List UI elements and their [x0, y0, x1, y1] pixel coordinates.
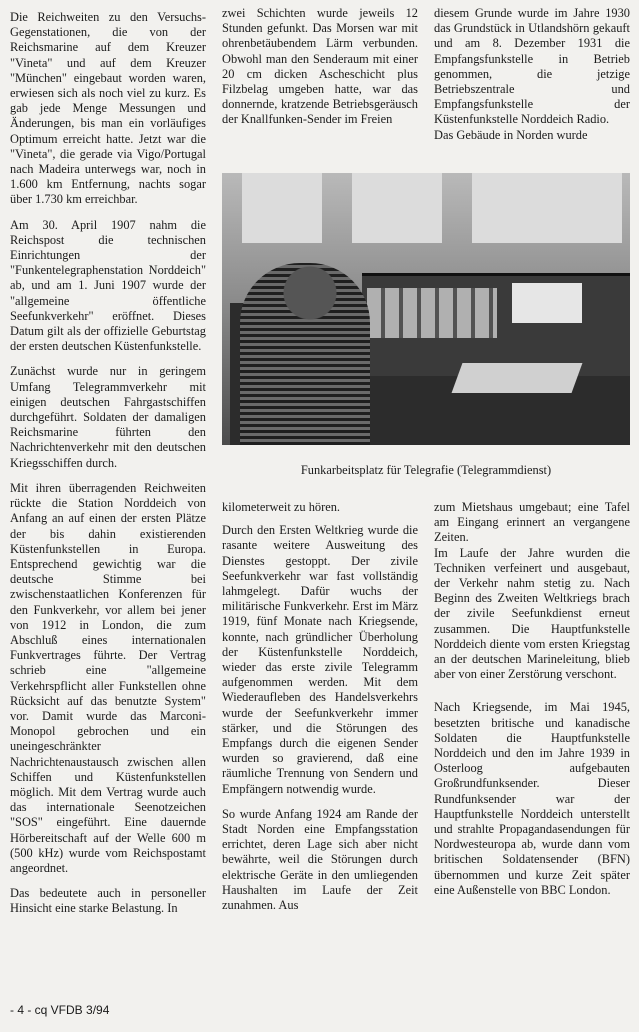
- paragraph: zwei Schichten wurde jeweils 12 Stunden gefunkt. Das Morsen war mit ohrenbetäubendem Lärm verbunden. Obwohl man den Senderaum mit einer 20 cm dicken Ascheschicht plus Filzbelag umgeben hatte, war das donnernde, kratzende Betriebsgeräusch der Knallfunken-Sender im Freien: [222, 6, 418, 127]
- page-footer: - 4 - cq VFDB 3/94: [10, 1003, 110, 1017]
- paragraph: Im Laufe der Jahre wurden die Techniken verfeinert und ausgebaut, der Verkehr nahm stetig zu. Nach Beginn des Zweiten Weltkriegs brach der zivile Seefunkdienst erneut zusammen. Die Hauptfunkstelle Norddeich diente vom ersten Kriegstag an der deutschen Marineleitung, blieb aber von einer Zerstörung verschont.: [434, 545, 630, 682]
- paragraph: diesem Grunde wurde im Jahre 1930 das Grundstück in Utlandshörn gekauft und am 8. Dezember 1931 die Empfangsfunkstelle in Betrieb genommen, die jetzige Betriebszentrale und Empfangsfunkstelle der Küstenfunkstelle Norddeich Radio.: [434, 6, 630, 127]
- paragraph: zum Mietshaus umgebaut; eine Tafel am Eingang erinnert an vergangene Zeiten.: [434, 500, 630, 545]
- paragraph: kilometerweit zu hören.: [222, 500, 341, 514]
- paragraph: Das bedeutete auch in personeller Hinsicht eine starke Belastung. In: [10, 886, 206, 916]
- paragraph: Das Gebäude in Norden wurde: [434, 127, 588, 142]
- photo-radio-workstation: [222, 173, 630, 445]
- text-column-3-top: [434, 6, 630, 153]
- text-column-2-bottom: [222, 500, 418, 923]
- paragraph: Durch den Ersten Weltkrieg wurde die rasante weitere Ausweitung des Dienstes gestoppt. Der zivile Seefunkverkehr war fast vollständig lahmgelegt. Dafür wuchs der militärische Funkverkehr. Erst im März 1919, fünf Monate nach Kriegsende, konnte, nach gründlicher Überholung der Küstenfunkstelle Norddeich, wieder das erste zivile Telegramm aufgenommen werden. Mit dem Wiederaufleben des Handelsverkehrs wurde der Seefunkverkehr immer stärker, und die Störungen des Empfangs durch die eigenen Sender wurden so gravierend, daß eine räumliche Trennung von Sendern und Empfängern notwendig wurde.: [222, 523, 418, 796]
- paragraph: Am 30. April 1907 nahm die Reichspost die technischen Einrichtungen der "Funkentelegraphenstation Norddeich" ab, und am 1. Juni 1907 wurde der "allgemeine öffentliche Seefunkverkehr" eröffnet. Dieses Datum gilt als der offizielle Geburtstag der ersten deutschen Küstenfunkstelle.: [10, 217, 206, 354]
- paragraph: So wurde Anfang 1924 am Rande der Stadt Norden eine Empfangsstation errichtet, deren Lage sich aber nicht bewährte, weil die Störungen durch elektrische Geräte in den umliegenden Haushalten im Laufe der Zeit zunahmen. Aus: [222, 806, 418, 913]
- paragraph: Die Reichweiten zu den Versuchs-Gegenstationen, die von der Reichsmarine auf dem Kreuzer "Vineta" und auf dem Kreuzer "München" eingebaut worden waren, erwiesen sich als noch viel zu kurz. Es gab jede Menge Messungen und Änderungen, bis man ein vorläufiges Optimum erreicht hatte. Jetzt war die "Vineta", die gerade via Vigo/Portugal nach Madeira unterwegs war, noch in 1.600 km Entfernung, nachts sogar über 1.730 km erreichbar.: [10, 10, 206, 207]
- text-column-3-bottom: [434, 500, 630, 906]
- text-column-1: [10, 10, 206, 927]
- text-column-2-top: [222, 6, 418, 138]
- photo-caption: Funkarbeitsplatz für Telegrafie (Telegrammdienst): [300, 463, 552, 477]
- paragraph: Mit ihren überragenden Reichweiten rückte die Station Norddeich von Anfang an auf einen der ersten Plätze der bis dahin existierenden Küstenfunkstellen in Europa. Entsprechend gewichtig war die deutsche Stimme bei zwischenstaatlichen Konferenzen für den Funkverkehr, vor allem bei jener von 1912 in London, die zum Abschluß eines internationalen Funkvertrages führte. Der Vertrag schrieb eine "allgemeine Verkehrspflicht aller Funkstellen ohne Rücksicht auf das benutzte System" vor. Damit wurde das Marconi-Monopol gebrochen und ein uneingeschränkter Nachrichtenaustausch zwischen allen Schiffen und Küstenfunkstellen möglich. Mit dem Vertrag wurde auch das internationale Seenotzeichen "SOS" eingeführt. Eine dauernde Hörbereitschaft auf der Welle 600 m (500 kHz) wurde vom Reichspostamt angeordnet.: [10, 480, 206, 875]
- paragraph: Zunächst wurde nur in geringem Umfang Telegrammverkehr mit einigen deutschen Fahrgastschiffen durchgeführt. Soldaten der damaligen Reichsmarine führten den Nachrichtenverkehr mit den deutschen Kriegsschiffen durch.: [10, 364, 206, 470]
- paragraph: Nach Kriegsende, im Mai 1945, besetzten britische und kanadische Soldaten die Hauptfunkstelle Norddeich und den im Jahre 1939 in Osterloog aufgebauten Großrundfunksender. Dieser Rundfunksender war der Hauptfunkstelle Norddeich unterstellt und strahlte Propagandasendungen für Nordwesteuropa ab, wurde dann vom britischen Soldatensender (BFN) übernommen und kurze Zeit später eine Außenstelle von BBC London.: [434, 700, 630, 897]
